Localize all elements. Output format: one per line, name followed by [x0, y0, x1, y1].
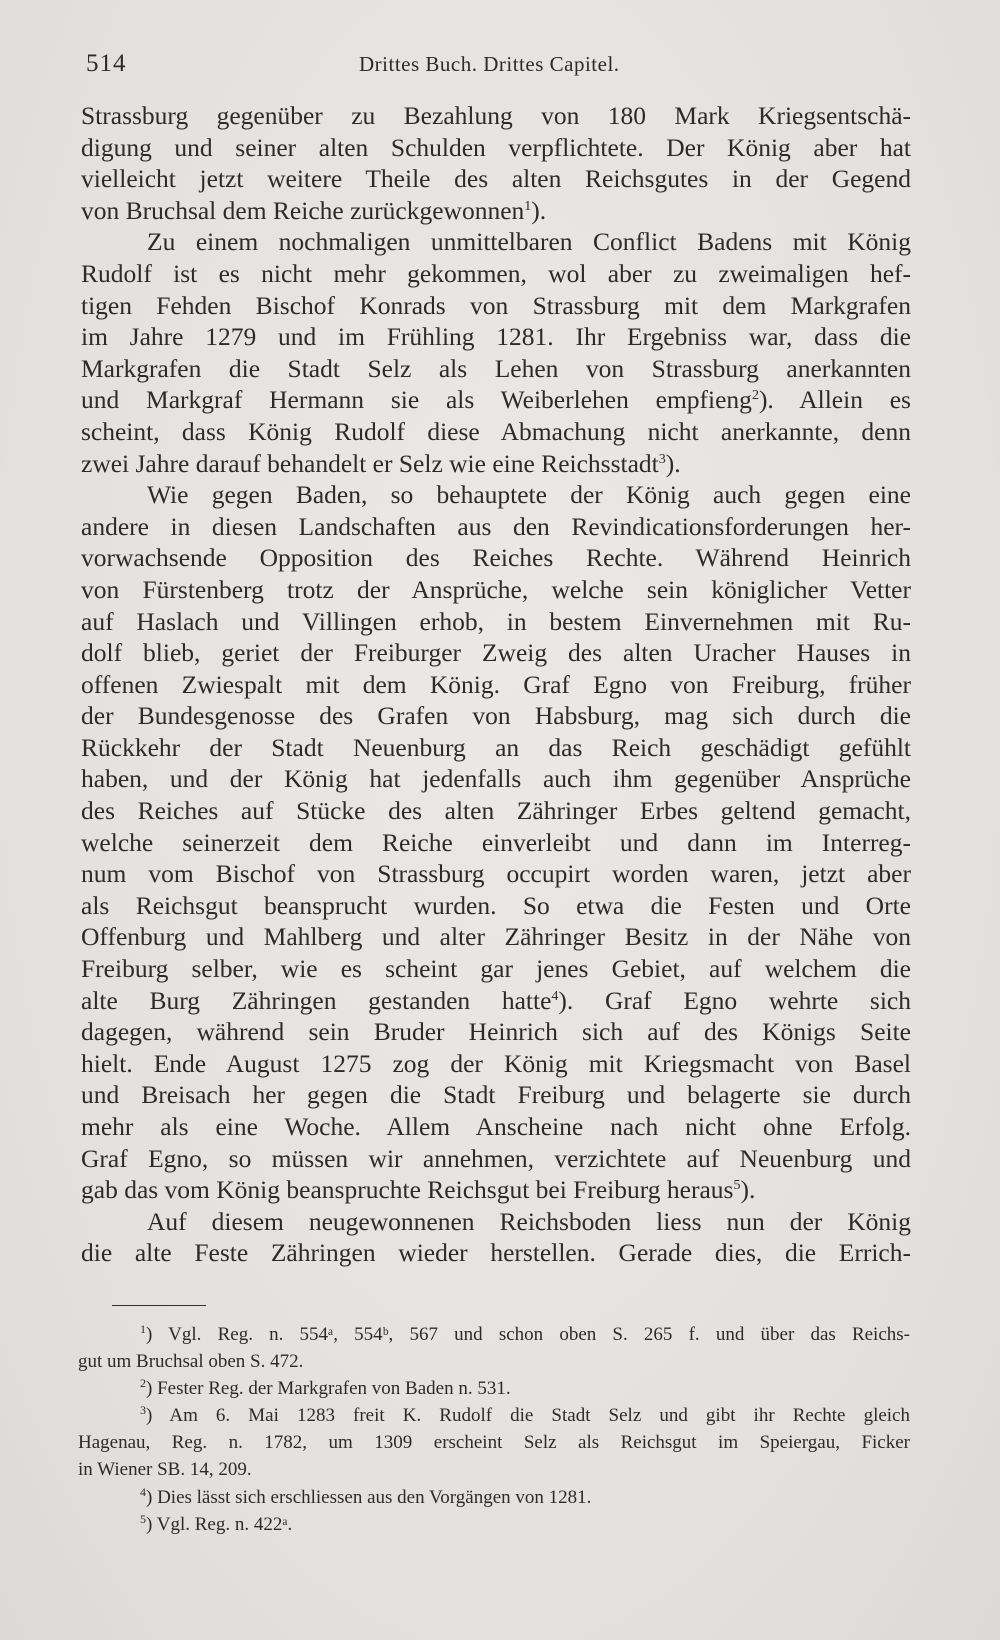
text-line: [81, 226, 911, 258]
line-text: haben, und der König hat jedenfalls auch ihm gegenüber Ansprüche: [81, 764, 911, 794]
page-number: 514: [86, 50, 127, 77]
line-text: des Reiches auf Stücke des alten Zähringer Erbes geltend gemacht,: [81, 796, 911, 826]
line-text: die alte Feste Zähringen wieder herstellen. Gerade dies, die Errich-: [81, 1238, 911, 1268]
line-text: von Bruchsal dem Reiche zurückgewonnen: [81, 195, 525, 225]
footnote-ref: 5: [733, 1178, 741, 1194]
footnote-text: ) Dies lässt sich erschliessen aus den Vorgängen von 1281.: [146, 1486, 592, 1508]
footnote-line: [78, 1429, 910, 1456]
footnote-number: 5: [140, 1511, 146, 1526]
footnote-text: ) Fester Reg. der Markgrafen von Baden n. 531.: [146, 1378, 511, 1400]
footnote-text: ) Vgl. Reg. n. 554ᵃ, 554ᵇ, 567 und schon oben S. 265 f. und über das Reichs-: [146, 1324, 910, 1345]
line-text: im Jahre 1279 und im Frühling 1281. Ihr Ergebniss war, dass die: [81, 322, 911, 352]
footnote-text: Hagenau, Reg. n. 1782, um 1309 erscheint Selz als Reichsgut im Speiergau, Ficker: [78, 1432, 910, 1454]
line-text: Graf Egno, so müssen wir annehmen, verzichtete auf Neuenburg und: [81, 1143, 911, 1173]
text-line: [81, 606, 911, 638]
footnote-line: [78, 1456, 910, 1483]
line-text: der Bundesgenosse des Grafen von Habsburg, mag sich durch die: [81, 701, 911, 731]
text-line: [81, 195, 911, 227]
text-line: [81, 700, 911, 732]
line-text: und Breisach her gegen die Stadt Freiburg und belagerte sie durch: [81, 1080, 911, 1110]
footnote-line: [78, 1375, 910, 1402]
text-line: [81, 416, 911, 448]
footnote-number: 3: [140, 1403, 146, 1418]
running-head: Drittes Buch. Drittes Capitel.: [359, 52, 620, 76]
line-text: Rudolf ist es nicht mehr gekommen, wol aber zu zweimaligen hef-: [81, 258, 911, 288]
text-line: [81, 258, 911, 290]
footnote-line: [78, 1348, 910, 1375]
text-line: [81, 763, 911, 795]
line-text: vielleicht jetzt weitere Theile des alten Reichsgutes in der Gegend: [81, 164, 911, 194]
line-text: num vom Bischof von Strassburg occupirt worden waren, jetzt aber: [81, 859, 911, 889]
line-text: dagegen, während sein Bruder Heinrich sich auf des Königs Seite: [81, 1017, 911, 1047]
page-header: [86, 46, 906, 86]
footnote-text: gut um Bruchsal oben S. 472.: [78, 1351, 304, 1373]
text-line: [81, 1237, 911, 1269]
text-line: [81, 1206, 911, 1238]
footnote-number: 2: [140, 1376, 146, 1391]
text-line: [81, 827, 911, 859]
line-text: Offenburg und Mahlberg und alter Zähringer Besitz in der Nähe von: [81, 922, 911, 952]
text-line: [81, 511, 911, 543]
text-line: [81, 890, 911, 922]
line-text: Freiburg selber, wie es scheint gar jenes Gebiet, auf welchem die: [81, 954, 911, 984]
text-line: [81, 795, 911, 827]
text-line: [81, 732, 911, 764]
line-text-after-note: ). Allein es: [758, 385, 911, 415]
line-text: hielt. Ende August 1275 zog der König mit Kriegsmacht von Basel: [81, 1048, 911, 1078]
line-text: scheint, dass König Rudolf diese Abmachung nicht anerkannte, denn: [81, 416, 911, 446]
text-line: [81, 1016, 911, 1048]
text-line: [81, 100, 911, 132]
line-text-after-note: ).: [531, 195, 547, 225]
line-text: offenen Zwiespalt mit dem König. Graf Egno von Freiburg, früher: [81, 669, 911, 699]
footnote-line: [78, 1321, 910, 1348]
footnote-text: in Wiener SB. 14, 209.: [78, 1459, 252, 1481]
text-line: [81, 1143, 911, 1175]
line-text: andere in diesen Landschaften aus den Revindicationsforderungen her-: [81, 511, 911, 541]
footnote-text: ) Am 6. Mai 1283 freit K. Rudolf die Stadt Selz und gibt ihr Rechte gleich: [146, 1405, 910, 1427]
text-line: [81, 132, 911, 164]
footnote-ref: 2: [751, 388, 759, 404]
line-text: als Reichsgut beansprucht wurden. So etwa die Festen und Orte: [81, 890, 911, 920]
line-text: Zu einem nochmaligen unmittelbaren Conflict Badens mit König: [147, 227, 911, 257]
body-text: [81, 100, 911, 1269]
text-line: [81, 574, 911, 606]
text-line: [81, 858, 911, 890]
line-text: von Fürstenberg trotz der Ansprüche, welche sein königlicher Vetter: [81, 574, 911, 604]
line-text: gab das vom König beanspruchte Reichsgut bei Freiburg heraus: [81, 1175, 734, 1205]
text-line: [81, 669, 911, 701]
footnote-ref: 3: [658, 451, 666, 467]
text-line: [81, 1111, 911, 1143]
text-line: [81, 384, 911, 416]
footnotes: [78, 1321, 910, 1538]
text-line: [81, 1079, 911, 1111]
footnote-line: [78, 1484, 910, 1511]
line-text: auf Haslach und Villingen erhob, in bestem Einvernehmen mit Ru-: [81, 606, 911, 636]
line-text: alte Burg Zähringen gestanden hatte: [81, 985, 552, 1015]
line-text: Auf diesem neugewonnenen Reichsboden liess nun der König: [147, 1206, 911, 1236]
footnote-line: [78, 1511, 910, 1538]
line-text: vorwachsende Opposition des Reiches Rechte. Während Heinrich: [81, 543, 911, 573]
footnote-text: ) Vgl. Reg. n. 422ᵃ.: [146, 1513, 293, 1535]
line-text: zwei Jahre darauf behandelt er Selz wie eine Reichsstadt: [81, 448, 659, 478]
line-text-after-note: ).: [740, 1175, 756, 1205]
text-line: [81, 953, 911, 985]
text-line: [81, 1048, 911, 1080]
footnote-line: [78, 1402, 910, 1429]
text-line: [81, 921, 911, 953]
line-text-after-note: ). Graf Egno wehrte sich: [558, 985, 911, 1015]
text-line: [81, 321, 911, 353]
text-line: [81, 479, 911, 511]
text-line: [81, 542, 911, 574]
text-line: [81, 985, 911, 1017]
line-text: digung und seiner alten Schulden verpflichtete. Der König aber hat: [81, 132, 911, 162]
line-text-after-note: ).: [665, 448, 681, 478]
text-line: [81, 637, 911, 669]
text-line: [81, 353, 911, 385]
line-text: tigen Fehden Bischof Konrads von Strassburg mit dem Markgrafen: [81, 290, 911, 320]
text-line: [81, 448, 911, 480]
text-line: [81, 290, 911, 322]
footnote-separator: [112, 1305, 206, 1306]
line-text: und Markgraf Hermann sie als Weiberlehen empfieng: [81, 385, 752, 415]
line-text: welche seinerzeit dem Reiche einverleibt und dann im Interreg-: [81, 827, 911, 857]
line-text: mehr als eine Woche. Allem Anscheine nach nicht ohne Erfolg.: [81, 1112, 911, 1141]
line-text: Markgrafen die Stadt Selz als Lehen von Strassburg anerkannten: [81, 353, 911, 383]
line-text: Strassburg gegenüber zu Bezahlung von 180 Mark Kriegsentschä-: [81, 101, 911, 130]
text-line: [81, 163, 911, 195]
text-line: [81, 1174, 911, 1206]
footnote-ref: 4: [551, 988, 559, 1004]
footnote-ref: 1: [524, 198, 532, 214]
footnote-number: 4: [140, 1484, 146, 1499]
line-text: Wie gegen Baden, so behauptete der König auch gegen eine: [147, 480, 911, 510]
footnote-number: 1: [140, 1322, 146, 1336]
line-text: Rückkehr der Stadt Neuenburg an das Reich geschädigt gefühlt: [81, 732, 911, 762]
line-text: dolf blieb, geriet der Freiburger Zweig des alten Uracher Hauses in: [81, 638, 911, 668]
